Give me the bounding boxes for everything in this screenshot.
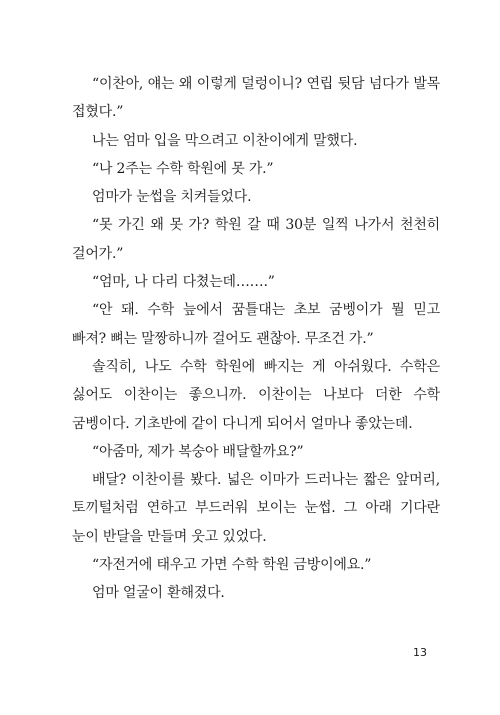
- paragraph: “안 돼. 수학 늪에서 꿈틀대는 초보 굼벵이가 뭘 믿고 빠져? 뼈는 말짱하니까 걸어도 괜찮아. 무조건 가.”: [72, 302, 440, 347]
- paragraph: “아줌마, 제가 복숭아 배달할까요?”: [92, 443, 304, 460]
- paragraph: 솔직히, 나도 수학 학원에 빠지는 게 아쉬웠다. 수학은 싫어도 이찬이는 좋으니까. 이찬이는 나보다 더한 수학 굼벵이다. 기초반에 같이 다니게 되어서 얼마나 좋았는데.: [72, 358, 440, 432]
- paragraph: 나는 엄마 입을 막으려고 이찬이에게 말했다.: [92, 132, 358, 149]
- paragraph: 배달? 이찬이를 봤다. 넓은 이마가 드러나는 짧은 앞머리, 토끼털처럼 연하고 부드러워 보이는 눈썹. 그 아래 기다란 눈이 반달을 만들며 웃고 있었다.: [72, 472, 440, 545]
- paragraph: “엄마, 나 다리 다쳤는데…….”: [92, 274, 275, 291]
- paragraph: “이찬아, 얘는 왜 이렇게 덜렁이니? 연립 뒷담 넘다가 발목 접혔다.”: [72, 76, 440, 121]
- page-number: 13: [413, 646, 427, 659]
- paragraph: “자전거에 태우고 가면 수학 학원 금방이에요.”: [92, 557, 372, 574]
- paragraph: 엄마가 눈썹을 치켜들었다.: [92, 189, 252, 206]
- body-text: [72, 70, 440, 608]
- paragraph: 엄마 얼굴이 환해졌다.: [92, 585, 225, 602]
- paragraph: “나 2주는 수학 학원에 못 가.”: [92, 160, 274, 177]
- paragraph: “못 가긴 왜 못 가? 학원 갈 때 30분 일찍 나가서 천천히 걸어가.”: [72, 217, 440, 262]
